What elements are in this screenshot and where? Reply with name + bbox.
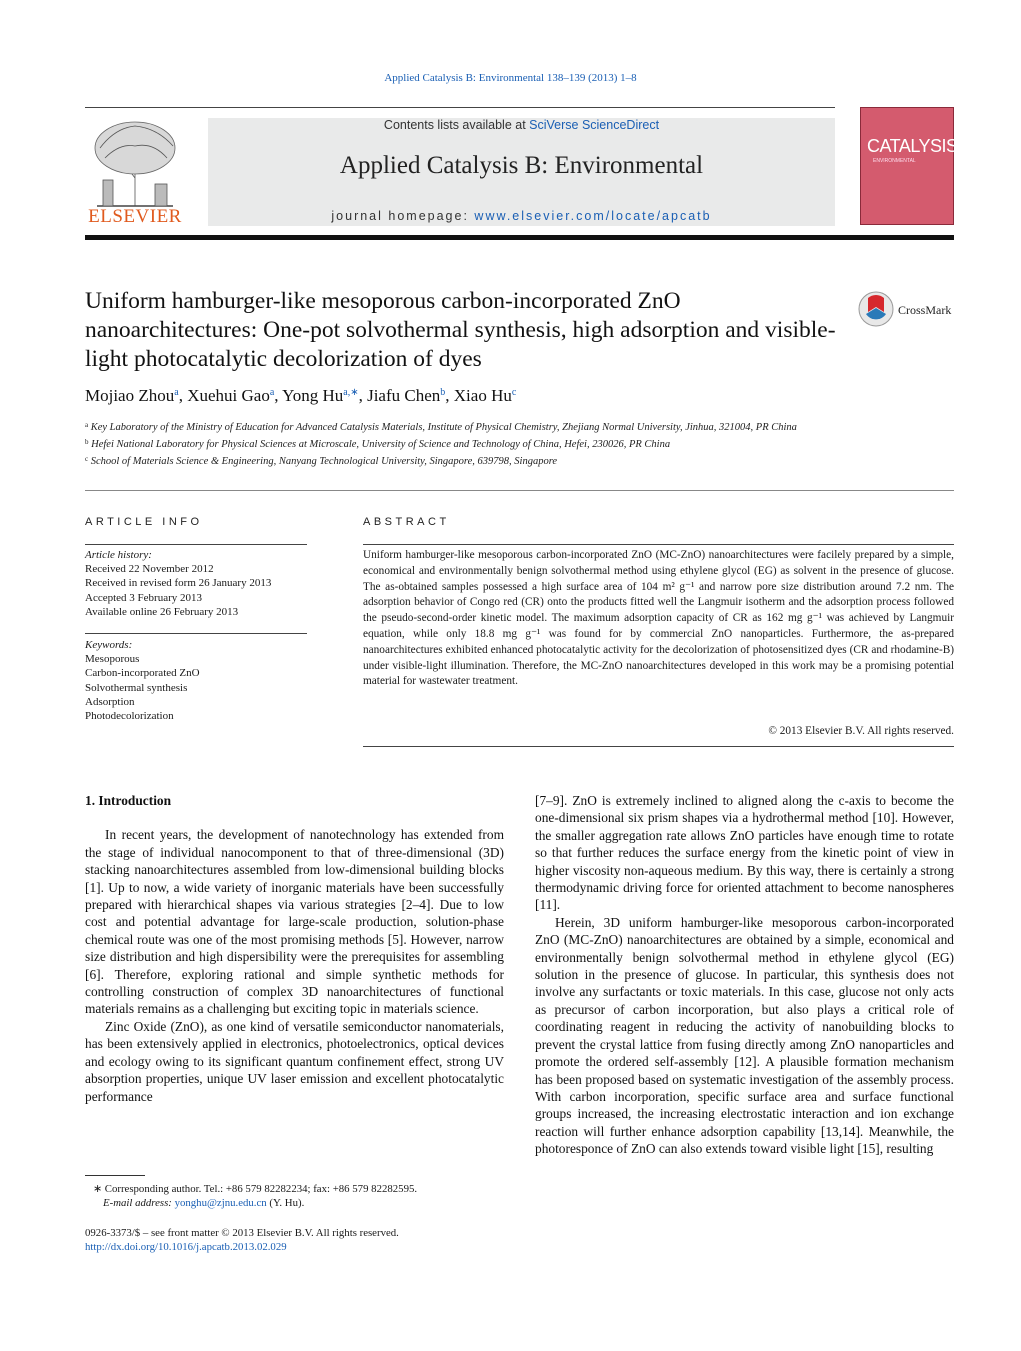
crossmark-label: CrossMark — [898, 303, 952, 317]
info-rule — [85, 633, 307, 634]
history-heading: Article history: — [85, 549, 152, 561]
homepage-prefix: journal homepage: — [331, 209, 475, 223]
footnote-contact: ∗ Corresponding author. Tel.: +86 579 82282234; fax: +86 579 82282595. — [93, 1183, 418, 1195]
body-column-left — [85, 792, 504, 1105]
copyright-notice: © 2013 Elsevier B.V. All rights reserved. — [768, 725, 954, 737]
author-affil-mark[interactable]: c — [511, 387, 517, 398]
contents-prefix: Contents lists available at — [383, 118, 530, 132]
affiliation-text: Hefei National Laboratory for Physical Sciences at Microscale, University of Science and Technology of China, Hefei, 230026, PR China — [91, 439, 671, 450]
affiliation-text: Key Laboratory of the Ministry of Education for Advanced Catalysis Materials, Institute of Physical Chemistry, Zhejiang Normal University, Jinhua, 321004, PR China — [90, 422, 797, 433]
keyword-item: Adsorption — [85, 695, 135, 708]
corresponding-author-footnote — [85, 1182, 505, 1210]
elsevier-tree-icon — [85, 118, 185, 208]
author-list: Mojiao Zhou$^a$, Xuehui Gao$^a$, Yong $Hu^{a,∗}$, Jiafu Chen$^b$, Xiao Hu$^c$ — [85, 386, 517, 405]
abstract-heading: ABSTRACT — [363, 516, 450, 528]
keyword-item: Solvothermal synthesis — [85, 681, 188, 694]
affiliation-mark: a — [85, 421, 89, 429]
cover-title: CATALYSIS — [867, 136, 958, 156]
keyword-item: Carbon-incorporated ZnO — [85, 667, 200, 680]
affiliation-mark: c — [85, 455, 89, 463]
sciencedirect-link[interactable]: SciVerse ScienceDirect — [529, 118, 660, 132]
page-footer — [85, 1226, 505, 1254]
author-affil-mark[interactable]: a — [269, 387, 275, 398]
crossmark-badge[interactable] — [858, 290, 958, 330]
section-heading: 1. Introduction — [85, 793, 172, 808]
author-name[interactable]: Mojiao Zhou — [85, 386, 175, 405]
info-rule — [85, 544, 307, 545]
journal-masthead — [208, 118, 835, 226]
journal-homepage — [208, 209, 835, 223]
masthead-rule — [85, 235, 954, 240]
doi-link[interactable]: http://dx.doi.org/10.1016/j.apcatb.2013.02.029 — [85, 1241, 287, 1253]
header-rule — [85, 107, 835, 108]
keyword-item: Mesoporous — [85, 653, 140, 666]
crossmark-icon — [858, 290, 894, 328]
article-info-heading: ARTICLE INFO — [85, 516, 203, 528]
homepage-link[interactable]: www.elsevier.com/locate/apcatb — [474, 209, 712, 223]
article-title: Uniform hamburger-like mesoporous carbon-incorporated ZnO nanoarchitectures: One-pot solvothermal synthesis, high adsorption and visible-light photocatalytic decolorization of dyes — [85, 288, 836, 372]
issn-line: 0926-3373/$ – see front matter © 2013 Elsevier B.V. All rights reserved. — [85, 1227, 399, 1239]
section-divider — [85, 490, 954, 491]
paragraph: Herein, 3D uniform hamburger-like mesoporous carbon-incorporated ZnO (MC-ZnO) nanoarchitectures are obtained by a simple, economical and environmentally benign solvothermal method in ethylene glycol (EG) solution in the presence of glucose. In particular, this synthesis does not involve any surfactants or toxic materials. In this case, glucose not only acts as precursor of carbon incorporation, but also plays a critical role of coordinating reagent in reducing the activity of nanobuilding blocks to prevent the crystal lattice from fusing directly among ZnO nanoparticles and promote the ordered self-assembly [12]. A plausible formation mechanism has been proposed based on systematic investigation of the assembly process. With carbon incorporation, specific surface area and surface functional groups increased, the increasing electrostatic interaction and ion exchange reaction will further enhance adsorption capability [13,14]. Meanwhile, the photoresponce of ZnO can also extends toward visible light [15], resulting — [535, 914, 954, 1157]
email-suffix: (Y. Hu). — [266, 1197, 305, 1209]
keyword-item: Photodecolorization — [85, 710, 174, 723]
author-name[interactable]: Xiao Hu — [453, 386, 512, 405]
history-item: Received in revised form 26 January 2013 — [85, 577, 272, 590]
author-affil-mark[interactable]: b — [440, 387, 446, 398]
history-item: Accepted 3 February 2013 — [85, 591, 202, 604]
paragraph: Zinc Oxide (ZnO), as one kind of versatile semiconductor nanomaterials, has been extensively applied in electronics, photoelectronics, optical devices and ecology owing to its significant quantum confinement effect, strong UV absorption properties, unique UV laser emission and excellent photocatalytic performance — [85, 1018, 504, 1104]
paragraph: [7–9]. ZnO is extremely inclined to aligned along the c-axis to become the one-dimensional six prism shapes via a hydrothermal method [10]. However, the smaller aggregation rate allows ZnO particles have enough time to rotate so that further reduces the surface energy from the kinetic point of view in higher viscosity non-aqueous medium. By this way, there is certainly a strong thermodynamic driving force for oriented attachment to become nanospheres [11]. — [535, 793, 954, 913]
email-link[interactable]: yonghu@zjnu.edu.cn — [174, 1197, 267, 1209]
footnote-email-line — [85, 1196, 505, 1210]
abstract-rule — [363, 746, 954, 747]
author-affil-mark[interactable]: a,∗ — [343, 387, 359, 398]
elsevier-wordmark: ELSEVIER — [88, 206, 182, 227]
keywords-heading: Keywords: — [85, 639, 133, 651]
author-name[interactable]: Jiafu Chen — [367, 386, 441, 405]
journal-title: Applied Catalysis B: Environmental — [339, 152, 704, 179]
article-history — [85, 548, 307, 619]
journal-reference[interactable]: Applied Catalysis B: Environmental 138–139 (2013) 1–8 — [384, 72, 637, 84]
history-item: Received 22 November 2012 — [85, 563, 214, 576]
author-name[interactable]: Xuehui Gao — [187, 386, 270, 405]
email-label: E-mail address: — [103, 1197, 175, 1209]
affiliation-item — [85, 452, 845, 469]
abstract-text: Uniform hamburger-like mesoporous carbon-incorporated ZnO (MC-ZnO) nanoarchitectures were facilely prepared by a simple, economical and environmentally benign solvothermal method using ethylene glycol (EG) as solvent in the presence of glucose. The as-obtained samples possessed a high surface area of 104 m² g⁻¹ and narrow pore size distribution around 7.2 nm. The adsorption behavior of Congo red (CR) onto the products fitted well the Langmuir isotherm and the adsorption process followed the pseudo-second-order kinetic model. The maximum adsorption capacity of CR as 162 mg g⁻¹ was achieved by Langmuir equation, while only 18.8 mg g⁻¹ was found for by commercial ZnO nanoparticles. Furthermore, the as-prepared nanoarchitectures exhibited enhanced photocatalytic activity for the decolorization of photosensitized dyes (CR and rhodamine-B) under visible-light illumination. Therefore, the MC-ZnO nanoarchitectures developed in this work may be a promising potential material for wastewater treatment. — [363, 549, 954, 688]
journal-cover-thumbnail[interactable] — [860, 107, 958, 225]
paragraph: In recent years, the development of nanotechnology has extended from the stage of individual nanocomponent to that of three-dimensional (3D) stacking nanoarchitectures assembled from low-dimensional building blocks [1]. Up to now, a wide variety of inorganic materials have been successfully prepared with hierarchical shapes via various strategies [2–4]. Due to low cost and potential advantage for large-scale production, solution-phase chemical route was one of the most promising methods [5]. However, narrow size distribution and high dispersibility were the prerequisites for assembling [6]. Therefore, exploring rational and simple synthetic methods for controlling construction of complex 3D nanoarchitectures of functional materials remains as a challenging but exciting topic in materials science. — [85, 827, 504, 1017]
contents-line — [208, 118, 835, 132]
author-name[interactable]: Yong Hu — [282, 386, 344, 405]
affiliation-text: School of Materials Science & Engineering, Nanyang Technological University, Singapore, 639798, Singapore — [90, 456, 558, 467]
cover-subtitle: ENVIRONMENTAL — [873, 158, 916, 164]
history-item: Available online 26 February 2013 — [85, 605, 239, 618]
footnote-rule — [85, 1175, 145, 1176]
affiliation-item — [85, 435, 845, 452]
keywords — [85, 638, 307, 723]
body-column-right — [535, 792, 954, 1158]
affiliations — [85, 418, 845, 469]
affiliation-item — [85, 418, 845, 435]
abstract-rule — [363, 544, 954, 545]
author-affil-mark[interactable]: a — [174, 387, 179, 398]
affiliation-mark: b — [85, 438, 89, 446]
elsevier-logo[interactable] — [85, 118, 185, 228]
